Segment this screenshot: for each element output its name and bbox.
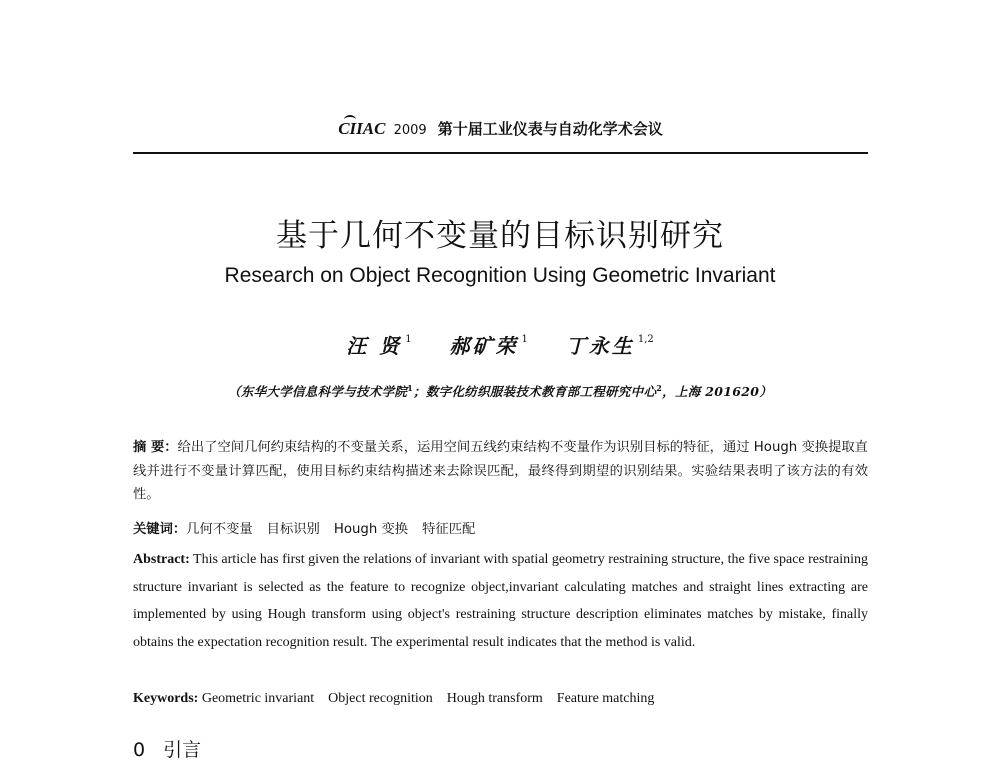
author-3 (566, 330, 654, 359)
logo-arc-icon (344, 115, 356, 124)
keyword-en: Hough transform (446, 691, 543, 706)
author-name: 郝矿荣 (449, 334, 519, 358)
author-name: 汪 贤 (346, 334, 403, 358)
keywords-english (133, 685, 868, 712)
author-1 (346, 330, 411, 359)
section-heading (133, 735, 201, 762)
affiliation (0, 382, 1000, 400)
section-title: 引言 (163, 739, 202, 761)
keyword-zh: 特征匹配 (422, 522, 476, 537)
affiliation-part-3: ，上海 201620） (662, 384, 772, 399)
abstract-chinese (133, 436, 868, 507)
header-rule (133, 152, 868, 154)
section-number: 0 (133, 739, 146, 761)
conference-logo (338, 119, 385, 139)
author-affiliation-mark: 1 (405, 334, 412, 345)
keywords-chinese (133, 518, 868, 541)
keywords-zh-label: 关键词： (133, 522, 187, 537)
title-chinese: 基于几何不变量的目标识别研究 (276, 218, 724, 254)
author-list (0, 330, 1000, 359)
keyword-en: Geometric invariant (201, 691, 315, 706)
abstract-zh-label: 摘 要： (133, 440, 178, 455)
author-affiliation-mark: 1,2 (637, 334, 654, 345)
author-affiliation-mark: 1 (521, 334, 528, 345)
header-conference: 第十届工业仪表与自动化学术会议 (437, 120, 663, 138)
abstract-en-text: This article has first given the relations of invariant with spatial geometry restraining structure, the five space restraining structure invariant is selected as the feature to recognize object,invariant calculating matches and straight lines extracting are implemented by using Hough transform using object's restraining structure description eliminates matches by mistake, finally obtains the expectation recognition result. The experimental result indicates that the method is valid. (133, 552, 868, 650)
keyword-en: Feature matching (556, 691, 655, 706)
abstract-english (133, 546, 868, 656)
keyword-zh: Hough 变换 (333, 522, 409, 537)
author-2 (450, 330, 528, 359)
keyword-zh: 几何不变量 (186, 522, 253, 537)
running-header (133, 118, 868, 154)
abstract-en-label: Abstract: (133, 552, 190, 567)
title-english: Research on Object Recognition Using Geometric Invariant (224, 264, 776, 287)
keywords-en-label: Keywords: (133, 691, 199, 706)
affiliation-part-2: ；数字化纺织服装技术教育部工程研究中心 (413, 384, 657, 399)
keyword-zh: 目标识别 (266, 522, 320, 537)
logo-text: CIIAC (338, 119, 386, 138)
affiliation-mark-1: 1 (407, 382, 414, 393)
header-year: 2009 (393, 123, 427, 138)
keyword-en: Object recognition (328, 691, 433, 706)
affiliation-mark-2: 2 (656, 382, 663, 393)
affiliation-part-1: （东华大学信息科学与技术学院 (228, 384, 408, 399)
abstract-zh-text: 给出了空间几何约束结构的不变量关系，运用空间五线约束结构不变量作为识别目标的特征，通过 Hough 变换提取直线并进行不变量计算匹配，使用目标约束结构描述来去除误匹配，最终得到期望的识别结果。实验结果表明了该方法的有效性。 (133, 440, 868, 502)
author-name: 丁永生 (565, 334, 635, 358)
